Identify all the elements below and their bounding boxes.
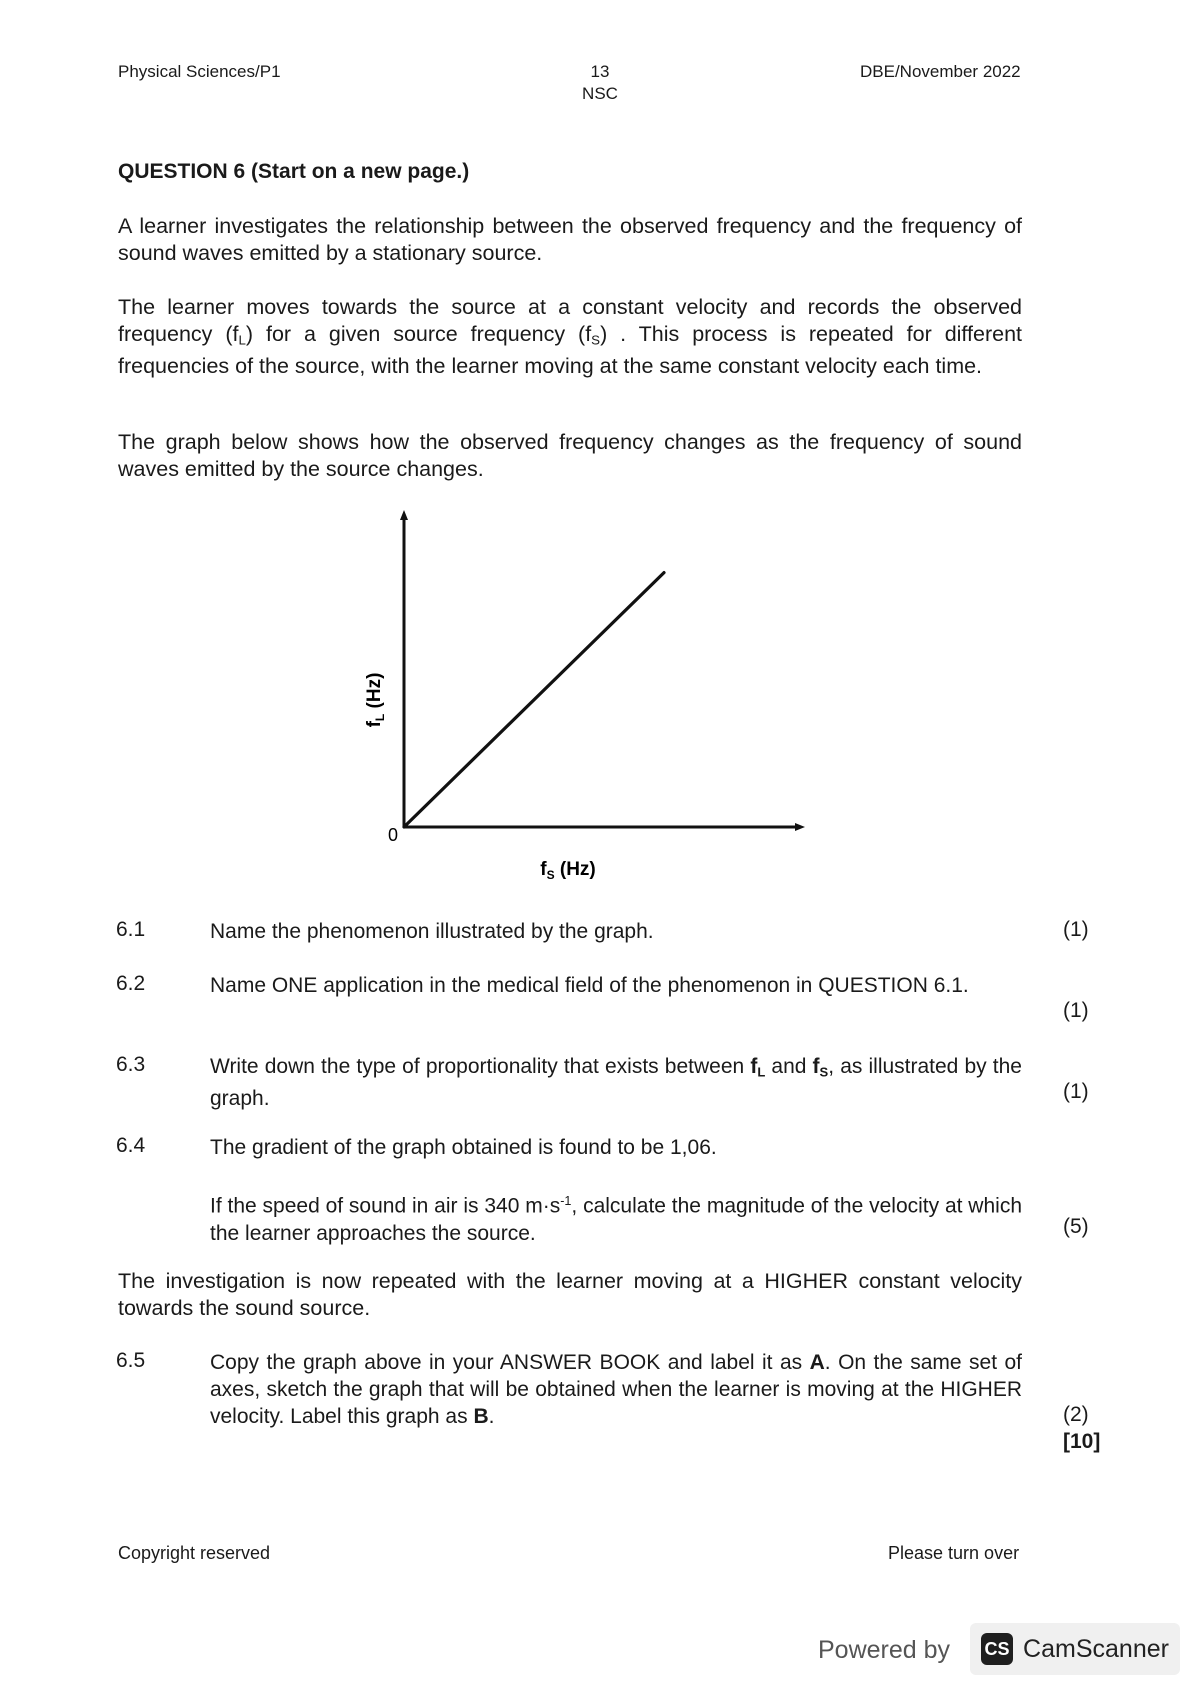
question-6-4-text-1: The gradient of the graph obtained is found to be 1,06. [210,1136,717,1159]
header-nsc: NSC [582,84,618,103]
camscanner-name: CamScanner [1023,1634,1169,1663]
camscanner-logo-icon: CS [981,1633,1013,1665]
question-6-2-number: 6.2 [116,972,146,995]
question-6-4-mark: (5) [1063,1215,1089,1238]
question-6-1-text: Name the phenomenon illustrated by the graph. [210,920,654,943]
y-axis-label: $f_L$ (Hz) [364,672,387,728]
question-6-3-mark: (1) [1063,1080,1089,1103]
frequency-graph [340,500,820,900]
footer-copyright: Copyright reserved [118,1543,271,1563]
question-6-1-mark: (1) [1063,918,1089,941]
question-6-1-number: 6.1 [116,918,146,941]
question-6-5-mark: (2) [1063,1403,1089,1426]
question-6-4-text-2: If the speed of sound in air is 340 $m\cdot s^{-1}$, calculate the magnitude of the velocity at which the learner approaches the source. [210,1194,1022,1245]
header-subject: Physical Sciences/P1 [118,62,281,81]
question-6-3-number: 6.3 [116,1053,146,1076]
page-number: 13 [590,62,610,81]
footer-turn-over: Please turn over [888,1543,1020,1563]
origin-label: 0 [388,825,399,845]
data-series-line [404,573,664,827]
question-6-5-number: 6.5 [116,1349,146,1372]
intro-paragraph-3: The graph below shows how the observed frequency changes as the frequency of sound waves emitted by the source changes. [118,430,1022,481]
header-exam-date: DBE/November 2022 [860,62,1021,81]
camscanner-badge [970,1623,1180,1675]
question-6-5-text: Copy the graph above in your ANSWER BOOK and label it as A. On the same set of axes, sketch the graph that will be obtained when the learner is moving at the HIGHER velocity. Label this graph as B. [210,1351,1023,1428]
question-total-mark: [10] [1063,1430,1101,1453]
question-6-2-mark: (1) [1063,999,1089,1022]
question-6-3-text: Write down the type of proportionality that exists between $f_L$ and $f_S$, as illustrated by the graph. [210,1055,1022,1111]
question-title: QUESTION 6 (Start on a new page.) [118,160,470,183]
intro-paragraph-1: A learner investigates the relationship between the observed frequency and the frequency of sound waves emitted by a stationary source. [118,214,1022,265]
question-6-4-number: 6.4 [116,1134,146,1157]
question-6-2-text: Name ONE application in the medical field of the phenomenon in QUESTION 6.1. [210,974,969,997]
repeat-paragraph: The investigation is now repeated with the learner moving at a HIGHER constant velocity towards the sound source. [118,1269,1022,1320]
intro-paragraph-2: The learner moves towards the source at a constant velocity and records the observed frequency $(f_L)$ for a given source frequency $(f_S)$ . This process is repeated for different frequencies of the source, with the learner moving at the same constant velocity each time. [118,295,1022,379]
x-axis-label: $f_S$ (Hz) [540,859,596,882]
powered-by-text: Powered by [818,1636,951,1664]
